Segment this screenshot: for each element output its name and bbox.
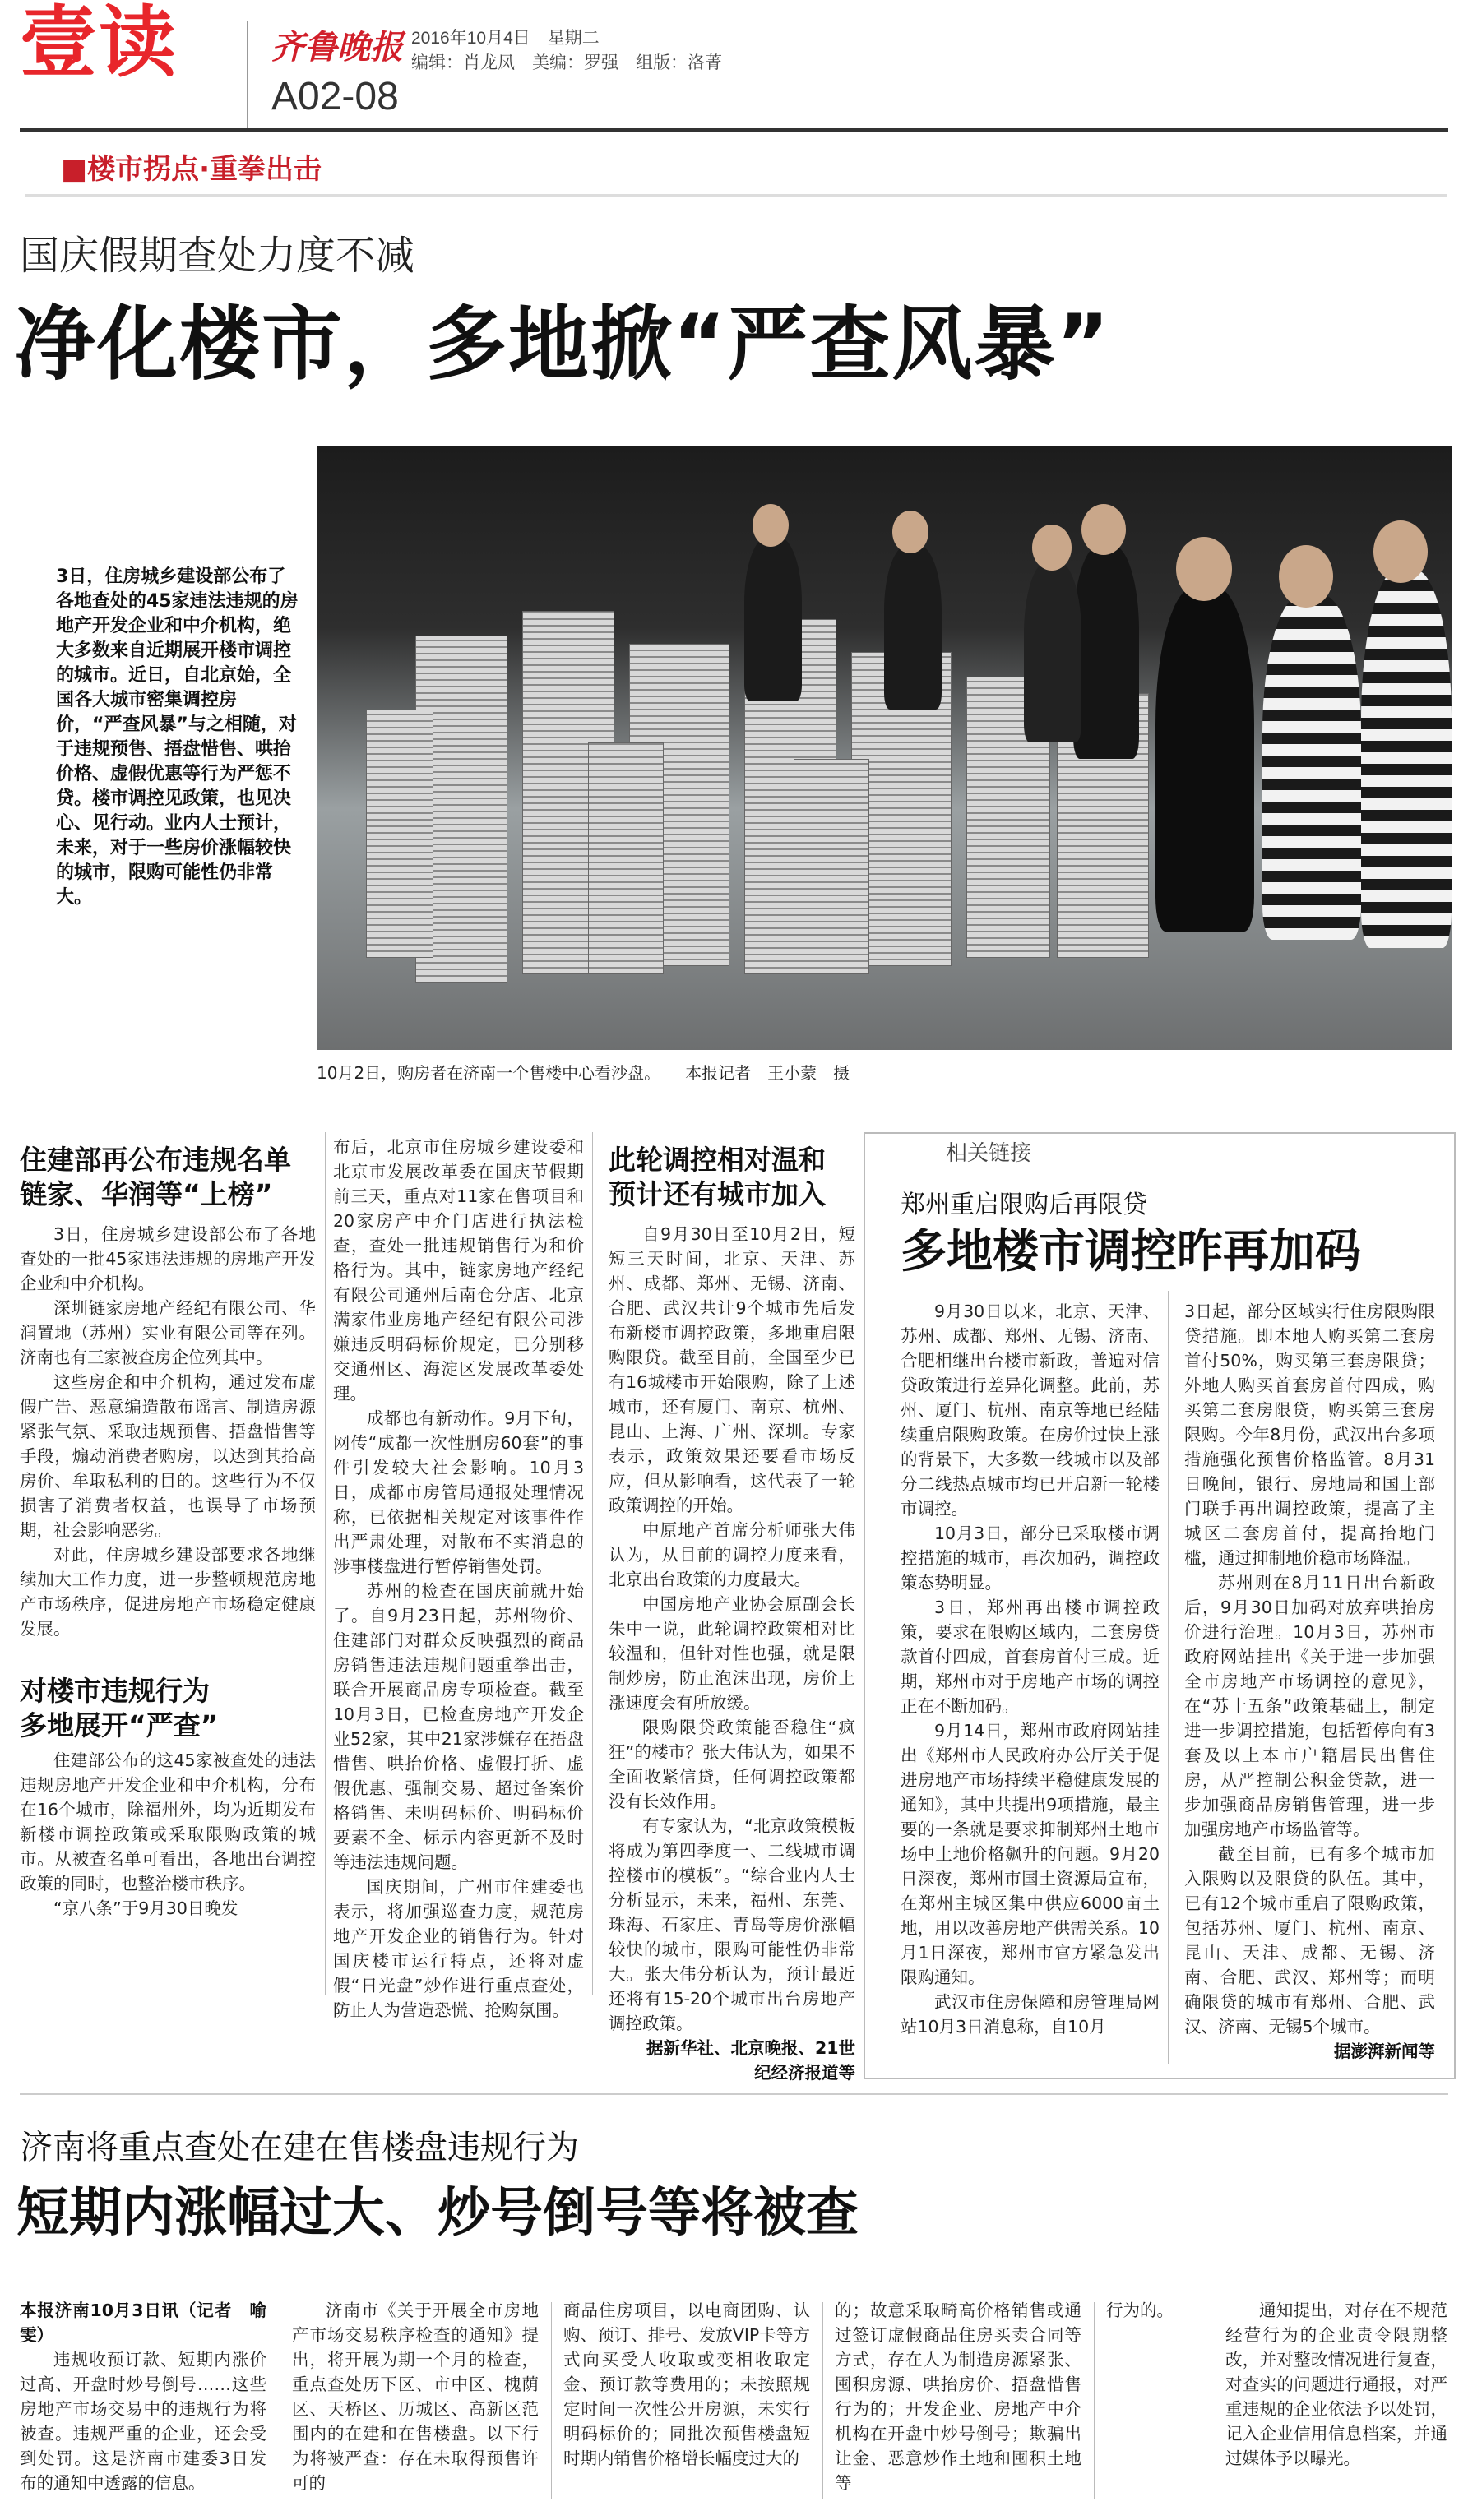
column-rule <box>592 1132 593 1995</box>
masthead-rule <box>20 128 1448 132</box>
staff-line: 编辑：肖龙凤 美编：罗强 组版：洛菁 <box>411 53 722 72</box>
article1-continued: 布后，北京市住房城乡建设委和北京市发展改革委在国庆节假期前三天，重点对11家在售项目和20家房产中介门店进行执法检查，查处一批违规销售行为和价格行为。其中，链家房地产经纪有限公司通州后南仓分店、北京满家伟业房地产经纪有限公司涉嫌违反明码标价规定，已分别移交通州区、海淀区发展改革委处理。 成都也有新动作。9月下旬，网传“成都一次性删房60套”的事件引发较大社会影响。10月3日，成都市房管局通报处理情况称，已依据相关规定对该事件作出严肃处理，对散布不实消息的涉事楼盘进行暂停销售处罚。 苏州的检查在国庆前就开始了。自9月23日起，苏州物价、住建部门对群众反映强烈的商品房销售违法违规问题重拳出击，联合开展商品房专项检查。截至10月3日，已检查房地产开发企业52家，其中21家涉嫌存在捂盘惜售、哄抬价格、虚假打折、虚假优惠、强制交易、超过备案价格销售、未明码标价、明码标价要素不全、标示内容更新不及时等违法违规问题。 国庆期间，广州市住建委也表示，将加强巡查力度，规范房地产开发企业的销售行为。针对国庆楼市运行特点，还将对虚假“日光盘”炒作进行重点查处，防止人为营造恐慌、抢购氛围。 <box>333 1137 584 2020</box>
photo-caption: 10月2日，购房者在济南一个售楼中心看沙盘。 本报记者 王小蒙 摄 <box>317 1063 850 1083</box>
related-title: 多地楼市调控昨再加码 <box>901 1225 1361 1278</box>
date-line: 2016年10月4日 星期二 <box>411 29 600 48</box>
headline-main: 净化楼市，多地掀“严查风暴” <box>15 298 1111 391</box>
related-column-rule <box>1168 1291 1169 2064</box>
column-rule <box>551 2302 552 2499</box>
bottom-divider <box>20 2093 1448 2095</box>
masthead-divider <box>247 21 248 128</box>
bottom-col-3: 商品住房项目，以电商团购、认购、预订、排号、发放VIP卡等方式向买受人收取或变相收取定金、预订款等费用的；未按照规定时间一次性公开房源，未实行明码标价的；同批次预售楼盘短时期内销售价格增长幅度过大的 <box>563 2300 810 2468</box>
article1-body-2: 住建部公布的这45家被查处的违法违规房地产开发企业和中介机构，分布在16个城市，除福州外，均为近期发布新楼市调控政策或采取限购政策的城市。从被查名单可看出，各地出台调控政策的同时，也整治楼市秩序。 “京八条”于9月30日晚发 <box>20 1750 316 1918</box>
section-divider <box>25 194 1447 197</box>
section-label: ■楼市拐点·重拳出击 <box>61 153 322 186</box>
bottom-col-5: 行为的。 <box>1106 2300 1174 2320</box>
masthead-title: 壹读 <box>20 0 178 88</box>
bottom-col-2: 济南市《关于开展全市房地产市场交易秩序检查的通知》提出，将开展为期一个月的检查，重点查处历下区、市中区、槐荫区、天桥区、历城区、高新区范围内的在建和在售楼盘。以下行为将被严查：存在未取得预售许可的 <box>292 2300 539 2493</box>
page-code: A02-08 <box>271 75 399 118</box>
bottom-col-6: 通知提出，对存在不规范经营行为的企业责令限期整改，并对整改情况进行复查，对查实的问题进行通报，对严重违规的企业依法予以处罚，记入企业信用信息档案，并通过媒体予以曝光。 <box>1225 2300 1447 2468</box>
column-rule <box>1094 2302 1095 2499</box>
article1-title: 住建部再公布违规名单 链家、华润等“上榜” <box>20 1144 291 1210</box>
column-rule <box>325 1132 326 1995</box>
article1-subtitle: 对楼市违规行为 多地展开“严查” <box>20 1675 219 1741</box>
related-sub: 郑州重启限购后再限贷 <box>901 1191 1147 1219</box>
bottom-subtitle: 济南将重点查处在建在售楼盘违规行为 <box>20 2129 579 2166</box>
headline-sub: 国庆假期查处力度不减 <box>20 233 415 279</box>
lede-text: 3日，住房城乡建设部公布了各地查处的45家违法违规的房地产开发企业和中介机构，绝大多数来自近期展开楼市调控的城市。近日，自北京始，全国各大城市密集调控房价，“严查风暴”与之相随，对于违规预售、捂盘惜售、哄抬价格、虚假优惠等行为严惩不贷。楼市调控见政策，也见决心、见行动。业内人士预计，未来，对于一些房价涨幅较快的城市，限购可能性仍非常大。 <box>56 566 299 908</box>
bottom-col-4: 的；故意采取畸高价格销售或通过签订虚假商品住房买卖合同等方式，存在人为制造房源紧张、囤积房源、哄抬房价、捂盘惜售行为的；开发企业、房地产中介机构在开盘中炒号倒号；欺骗出让金、恶意炒作土地和囤积土地等 <box>835 2300 1081 2493</box>
related-tag: 相关链接 <box>946 1141 1032 1166</box>
article2-body: 自9月30日至10月2日，短短三天时间，北京、天津、苏州、成都、郑州、无锡、济南、合肥、武汉共计9个城市先后发布新楼市调控政策，多地重启限购限贷。截至目前，全国至少已有16城楼市开始限购，除了上述城市，还有厦门、南京、杭州、昆山、上海、广州、深圳。专家表示，政策效果还要看市场反应，但从影响看，这代表了一轮政策调控的开始。 中原地产首席分析师张大伟认为，从目前的调控力度来看，北京出台政策的力度最大。 中国房地产业协会原副会长朱中一说，此轮调控政策相对比较温和，但针对性也强，就是限制炒房，防止泡沫出现，房价上涨速度会有所放缓。 限购限贷政策能否稳住“疯狂”的楼市？张大伟认为，如果不全面收紧信贷，任何调控政策都没有长效作用。 有专家认为，“北京政策模板将成为第四季度一、二线城市调控楼市的模板”。“综合业内人士分析显示，未来，福州、东莞、珠海、石家庄、青岛等房价涨幅较快的城市，限购可能性仍非常大。张大伟分析认为，预计最近还将有15-20个城市出台房地产调控政策。 据新华社、北京晚报、21世纪经济报道等 <box>609 1224 855 2083</box>
article1-body: 3日，住房城乡建设部公布了各地查处的一批45家违法违规的房地产开发企业和中介机构。 深圳链家房地产经纪有限公司、华润置地（苏州）实业有限公司等在列。济南也有三家被查房企位列其中。 这些房企和中介机构，通过发布虚假广告、恶意编造散布谣言、制造房源紧张气氛、采取违规预售、捂盘惜售等手段，煽动消费者购房，以达到其抬高房价、牟取私利的目的。这些行为不仅损害了消费者权益，也误导了市场预期，社会影响恶劣。 对此，住房城乡建设部要求各地继续加大工作力度，进一步整顿规范房地产市场秩序，促进房地产市场稳定健康发展。 <box>20 1224 316 1639</box>
bottom-headline: 短期内涨幅过大、炒号倒号等将被查 <box>16 2183 859 2244</box>
news-photo <box>317 446 1452 1050</box>
article2-title: 此轮调控相对温和 预计还有城市加入 <box>609 1144 826 1210</box>
paper-name-logo: 齐鲁晚报 <box>271 28 403 67</box>
related-body: 9月30日以来，北京、天津、苏州、成都、郑州、无锡、济南、合肥相继出台楼市新政，普遍对信贷政策进行差异化调整。此前，苏州、厦门、杭州、南京等地已经陆续重启限购政策。在房价过快上涨的背景下，大多数一线城市以及部分二线热点城市均已开启新一轮楼市调控。 10月3日，部分已采取楼市调控措施的城市，再次加码，调控政策态势明显。 3日，郑州再出楼市调控政策，要求在限购区域内，二套房贷款首付四成，首套房首付三成。近期，郑州市对于房地产市场的调控正在不断加码。 9月14日，郑州市政府网站挂出《郑州市人民政府办公厅关于促进房地产市场持续平稳健康发展的通知》，其中共提出9项措施，最主要的一条就是要求抑制郑州土地市场中土地价格飙升的问题。9月20日深夜，郑州市国土资源局宣布，在郑州主城区集中供应6000亩土地，用以改善房地产供需关系。10月1日深夜，郑州市官方紧急发出限购通知。 武汉市住房保障和房管理局网站10月3日消息称，自10月 <box>901 1302 1160 2037</box>
bottom-col-1: 本报济南10月3日讯（记者 喻雯） 违规收预订款、短期内涨价过高、开盘时炒号倒号……这些房地产市场交易中的违规行为将被查。违规严重的企业，还会受到处罚。这是济南市建委3日发布的通知中透露的信息。 <box>20 2300 266 2493</box>
related-body-2: 3日起，部分区域实行住房限购限贷措施。即本地人购买第二套房首付50%，购买第三套房限贷；外地人购买首套房首付四成，购买第二套房限贷，购买第三套房限购。今年8月份，武汉出台多项措施强化预售价格监管。8月31日晚间，银行、房地局和国土部门联手再出调控政策，提高了主城区二套房首付，提高抬地门槛，通过抑制地价稳市场降温。 苏州则在8月11日出台新政后，9月30日加码对放弃哄抬房价进行治理。10月3日，苏州市政府网站挂出《关于进一步加强全市房地产市场调控的意见》，在“苏十五条”政策基础上，制定进一步调控措施，包括暂停向有3套及以上本市户籍居民出售住房，从严控制公积金贷款，进一步加强商品房销售管理，进一步加强房地产市场监管等。 截至目前，已有多个城市加入限购以及限贷的队伍。其中，已有12个城市重启了限购政策，包括苏州、厦门、杭州、南京、昆山、天津、成都、无锡、济南、合肥、武汉、郑州等；而明确限贷的城市有郑州、合肥、武汉、济南、无锡5个城市。 据澎湃新闻等 <box>1184 1302 1435 2061</box>
column-rule <box>822 2302 823 2499</box>
